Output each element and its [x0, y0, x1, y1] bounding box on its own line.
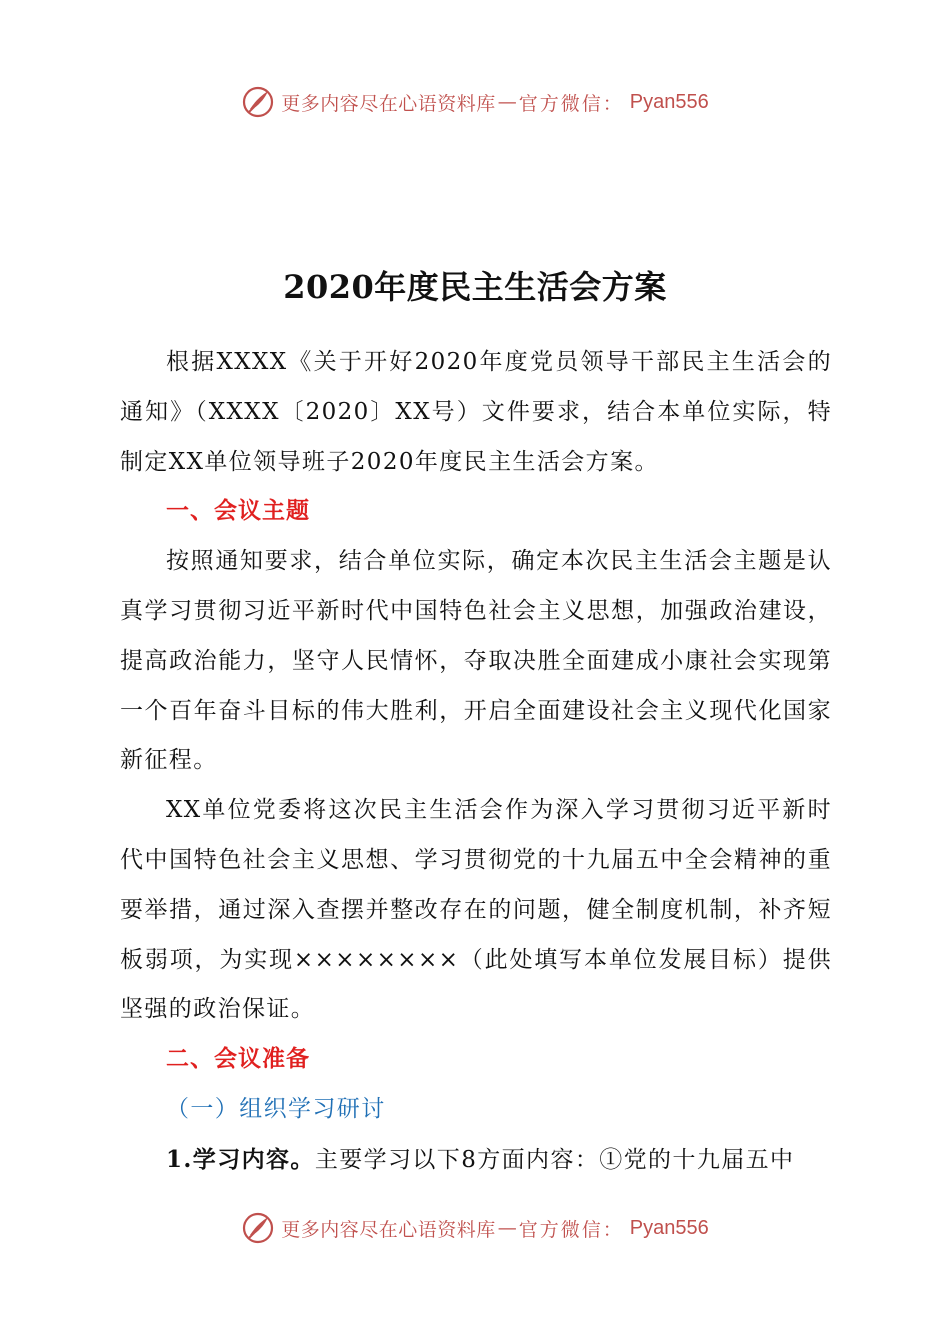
section-heading-2: 二、会议准备	[166, 1046, 310, 1073]
watermark-main-text: 更多内容尽在心语资料库	[281, 1218, 496, 1241]
watermark-main-text: 更多内容尽在心语资料库	[281, 92, 496, 115]
section1-paragraph-1: 按照通知要求，结合单位实际，确定本次民主生活会主题是认真学习贯彻习近平新时代中国特色社会主义思想，加强政治建设，提高政治能力，坚守人民情怀，夺取决胜全面建成小康社会实现第一个百年奋斗目标的伟大胜利，开启全面建设社会主义现代化国家新征程。	[120, 548, 832, 774]
section1-paragraph-2: XX单位党委将这次民主生活会作为深入学习贯彻习近平新时代中国特色社会主义思想、学习贯彻党的十九届五中全会精神的重要举措，通过深入查摆并整改存在的问题，健全制度机制，补齐短板弱项，为实现××××××××（此处填写本单位发展目标）提供坚强的政治保证。	[120, 797, 832, 1023]
page-title: 2020年度民主生活会方案	[283, 268, 667, 306]
watermark-dash: —	[497, 1217, 517, 1239]
document-body	[120, 338, 832, 1186]
subsection-heading-1: （一）组织学习研讨	[166, 1095, 386, 1122]
quill-logo-icon	[241, 1211, 275, 1245]
item-1-label: 1.学习内容。	[166, 1145, 315, 1173]
watermark-wechat-id: Pyan556	[629, 1216, 709, 1239]
watermark-sub-text: 官方微信：	[518, 92, 624, 115]
item-1-paragraph	[120, 1135, 832, 1186]
watermark-wechat-id: Pyan556	[629, 90, 709, 113]
watermark-header	[0, 82, 950, 122]
item-1-text: 主要学习以下8方面内容：①党的十九届五中	[314, 1146, 795, 1173]
watermark-dash: —	[497, 91, 517, 113]
section-heading-1: 一、会议主题	[166, 498, 310, 525]
watermark-footer	[0, 1208, 950, 1248]
watermark-sub-text: 官方微信：	[518, 1218, 624, 1241]
quill-logo-icon	[241, 85, 275, 119]
intro-paragraph: 根据XXXX《关于开好2020年度党员领导干部民主生活会的通知》（XXXX〔2020〕XX号）文件要求，结合本单位实际，特制定XX单位领导班子2020年度民主生活会方案。	[120, 349, 832, 475]
